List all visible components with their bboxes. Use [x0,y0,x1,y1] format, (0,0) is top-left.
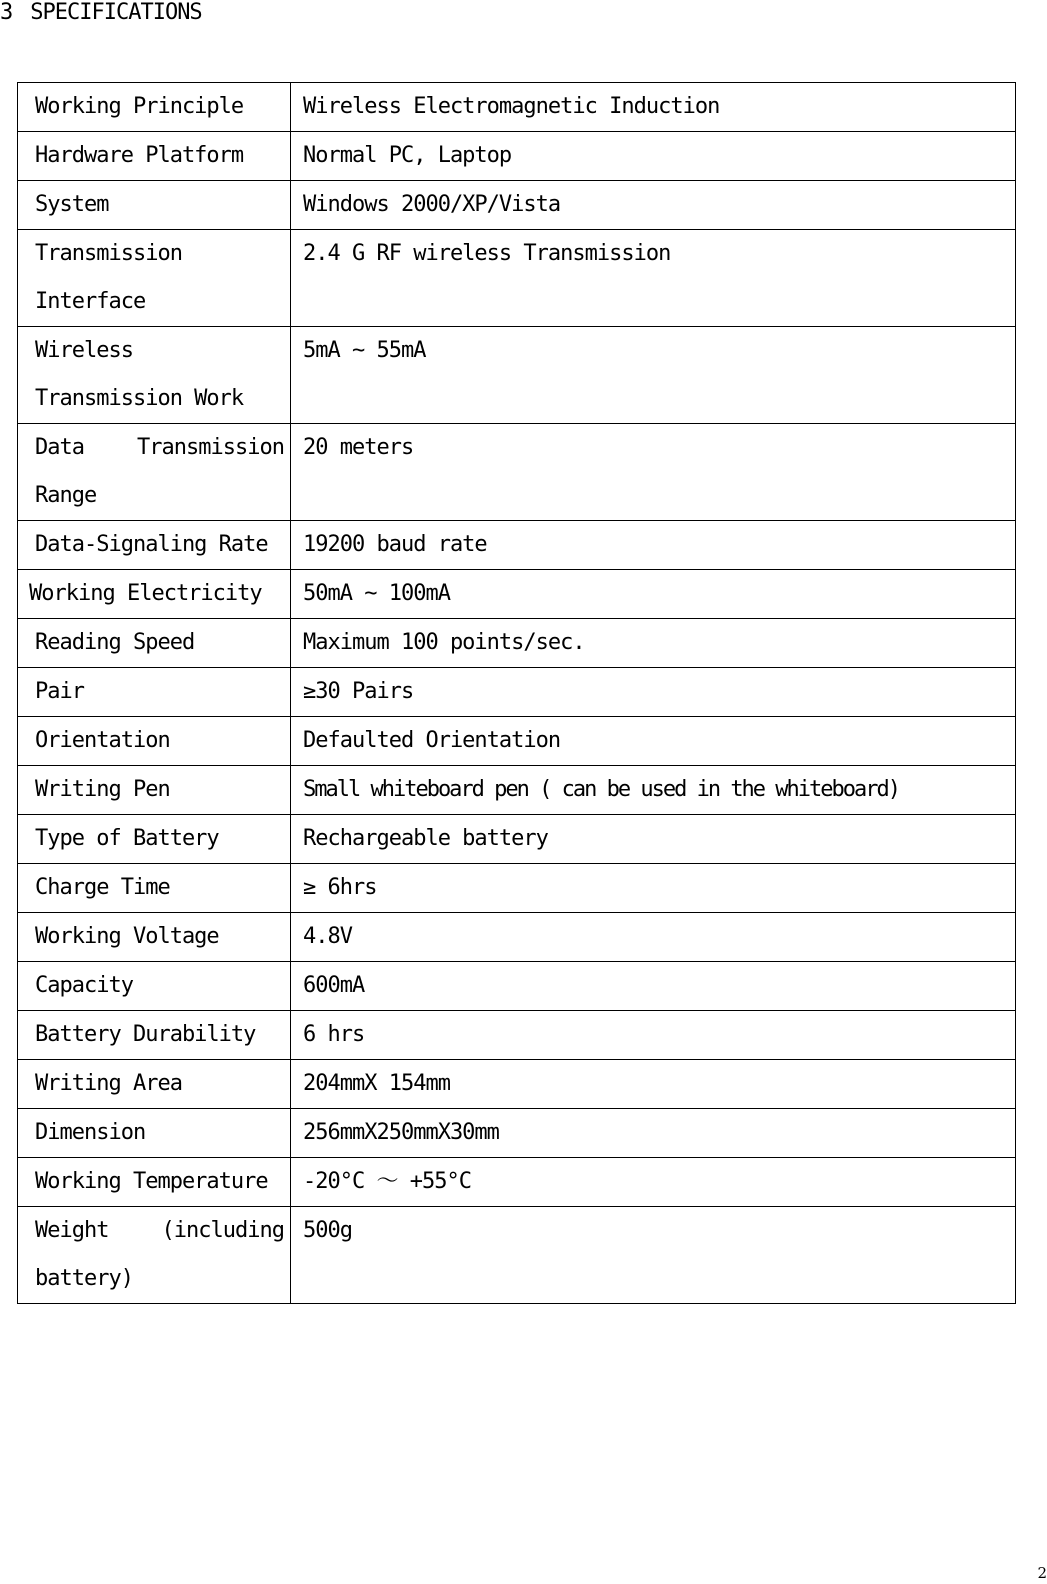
table-row [18,766,1016,815]
spec-label: Dimension [18,1109,291,1158]
spec-label: Type of Battery [18,815,291,864]
table-row [18,1207,1016,1304]
spec-label: Data-Signaling Rate [18,521,291,570]
spec-label: Working Temperature [18,1158,291,1207]
spec-value: Normal PC, Laptop [291,132,1016,181]
spec-value: ≥30 Pairs [291,668,1016,717]
spec-value: 19200 baud rate [291,521,1016,570]
spec-label: Working Electricity [18,570,291,619]
table-row [18,327,1016,424]
spec-value: -20°C ～ +55°C [291,1158,1016,1207]
spec-label: System [18,181,291,230]
table-row [18,83,1016,132]
spec-value: 2.4 G RF wireless Transmission [291,230,1016,327]
spec-value: 4.8V [291,913,1016,962]
spec-label: Reading Speed [18,619,291,668]
spec-value: Small whiteboard pen ( can be used in the whiteboard) [291,766,1016,815]
spec-value: Wireless Electromagnetic Induction [291,83,1016,132]
spec-label: Battery Durability [18,1011,291,1060]
section-title: SPECIFICATIONS [30,0,202,25]
spec-label: Transmission Interface [18,230,291,327]
spec-label: Capacity [18,962,291,1011]
spec-value: ≥ 6hrs [291,864,1016,913]
spec-label: Charge Time [18,864,291,913]
table-row [18,717,1016,766]
table-row [18,1109,1016,1158]
table-row [18,1011,1016,1060]
table-row [18,619,1016,668]
spec-value: Windows 2000/XP/Vista [291,181,1016,230]
spec-value: Defaulted Orientation [291,717,1016,766]
table-row [18,1060,1016,1109]
spec-value: 600mA [291,962,1016,1011]
spec-value: 50mA ~ 100mA [291,570,1016,619]
specifications-table [17,82,1016,1304]
spec-label: Weight (including battery) [18,1207,291,1304]
table-row [18,132,1016,181]
spec-value: 204mmX 154mm [291,1060,1016,1109]
spec-value: Maximum 100 points/sec. [291,619,1016,668]
spec-value: 20 meters [291,424,1016,521]
table-row [18,1158,1016,1207]
spec-value: 6 hrs [291,1011,1016,1060]
spec-label: Working Voltage [18,913,291,962]
spec-value: Rechargeable battery [291,815,1016,864]
spec-label: Wireless Transmission Work [18,327,291,424]
spec-label: Hardware Platform [18,132,291,181]
table-row [18,181,1016,230]
spec-label: Orientation [18,717,291,766]
table-row [18,864,1016,913]
section-number: 3 [0,0,13,25]
table-row [18,424,1016,521]
table-row [18,815,1016,864]
spec-value: 500g [291,1207,1016,1304]
spec-value: 256mmX250mmX30mm [291,1109,1016,1158]
table-row [18,521,1016,570]
spec-label: Data Transmission Range [18,424,291,521]
spec-label: Pair [18,668,291,717]
table-row [18,913,1016,962]
spec-label: Working Principle [18,83,291,132]
spec-label: Writing Area [18,1060,291,1109]
spec-label: Writing Pen [18,766,291,815]
table-row [18,668,1016,717]
table-row [18,962,1016,1011]
table-row [18,230,1016,327]
section-heading [0,0,202,25]
page-number: 2 [1037,1564,1047,1582]
spec-value: 5mA ~ 55mA [291,327,1016,424]
table-row [18,570,1016,619]
